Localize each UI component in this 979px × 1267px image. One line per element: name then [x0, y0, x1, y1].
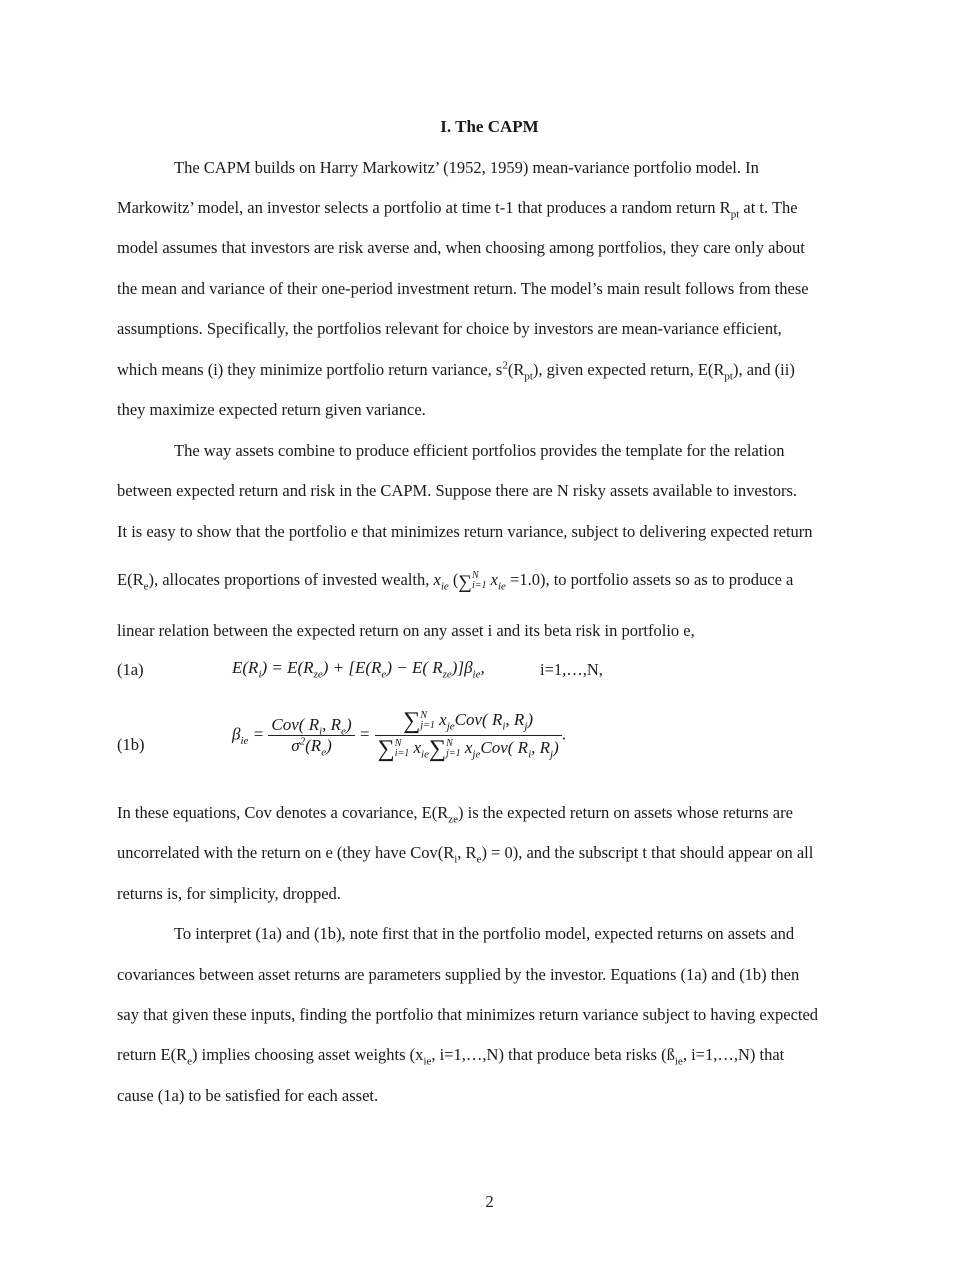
p2-line-2: between expected return and risk in the CAPM. Suppose there are N risky assets available to investors.	[117, 481, 797, 500]
p4-line-3: say that given these inputs, finding the portfolio that minimizes return variance subject to having expected	[117, 1005, 819, 1024]
equation-1b-label: (1b)	[117, 735, 145, 754]
p1-line-7: they maximize expected return given variance.	[117, 400, 426, 419]
p3-line-1: In these equations, Cov denotes a covariance, $E(R_{ze})$ is the expected return on assets whose returns are	[117, 803, 793, 826]
beta-fraction-1: $\frac{Cov( R_i, R_e)}{\sigma^2(R_e)}$	[268, 715, 354, 756]
math-x-ie: $x_{ie}$	[433, 570, 449, 593]
p1-line-3: model assumes that investors are risk averse and, when choosing among portfolios, they care only about	[117, 238, 805, 257]
equation-1a-range: i=1,…,N,	[540, 660, 603, 679]
p1-line-6: which means (i) they minimize portfolio return variance, $s^2(R_{pt})$, given expected return, $E(R_{pt})$, and (ii)	[117, 359, 795, 383]
p4-line-1: To interpret (1a) and (1b), note first that in the portfolio model, expected returns on assets and	[174, 924, 795, 943]
p2-line-3: It is easy to show that the portfolio e that minimizes return variance, subject to delivering expected return	[117, 522, 813, 541]
p4-line-4: return $E(R_e)$ implies choosing asset weights ($x_{ie}$, i=1,…,N) that produce beta risks ($ß_{ie}$, i=1,…,N) that	[117, 1045, 785, 1068]
p1-line-2: Markowitz’ model, an investor selects a portfolio at time t-1 that produces a random return $R_{pt}$ at t. The	[117, 198, 798, 221]
p2-line-4: $E(R_e)$, allocates proportions of invested wealth, $x_{ie}$ (∑ N i=1 $x_{ie} =1.0$), to portfolio assets so as to produce a	[117, 570, 794, 593]
page-number: 2	[485, 1192, 494, 1211]
p2-line-1: The way assets combine to produce efficient portfolios provides the template for the relation	[174, 441, 785, 460]
p2-line-5: linear relation between the expected return on any asset i and its beta risk in portfolio e,	[117, 621, 695, 640]
beta-fraction-2: ∑ N j=1 $x_{je}Cov$( $R_i$, $R_j$) ∑ N i=1 $x_{ie}\sum$ N j=1 $x_{je}Cov$( $R_i$, $R_j$)	[375, 708, 562, 763]
p1-line-1: The CAPM builds on Harry Markowitz’ (1952, 1959) mean-variance portfolio model. In	[174, 158, 759, 177]
p4-line-5: cause (1a) to be satisfied for each asset.	[117, 1086, 379, 1105]
p1-line-4: the mean and variance of their one-period investment return. The model’s main result follows from these	[117, 279, 809, 298]
equation-1a: $E(R_i) = E(R_{ze}) + [E(R_e) - E$( $R_{ze})]\beta_{ie}$,	[232, 658, 485, 681]
p3-line-2: uncorrelated with the return on e (they have $Cov(R_i$, $R_e) = 0$), and the subscript t that should appear on all	[117, 843, 814, 866]
p1-line-5: assumptions. Specifically, the portfolios relevant for choice by investors are mean-variance efficient,	[117, 319, 782, 338]
equation-1b: $\beta_{ie}$ = $\frac{Cov( R_i, R_e)}{\sigma^2(R_e)}$ = ∑ N j=1 $x_{je}Cov$( $R_i$, $R_j$) ∑ N i=1 $x_{ie}\sum$ N j=1 $x_{je}Cov$( $R_i$, $R_j$) .	[232, 708, 566, 762]
p4-line-2: covariances between asset returns are parameters supplied by the investor. Equations (1a) and (1b) then	[117, 965, 800, 984]
p3-line-3: returns is, for simplicity, dropped.	[117, 884, 341, 903]
equation-1a-label: (1a)	[117, 660, 144, 679]
section-heading: I. The CAPM	[440, 117, 539, 136]
